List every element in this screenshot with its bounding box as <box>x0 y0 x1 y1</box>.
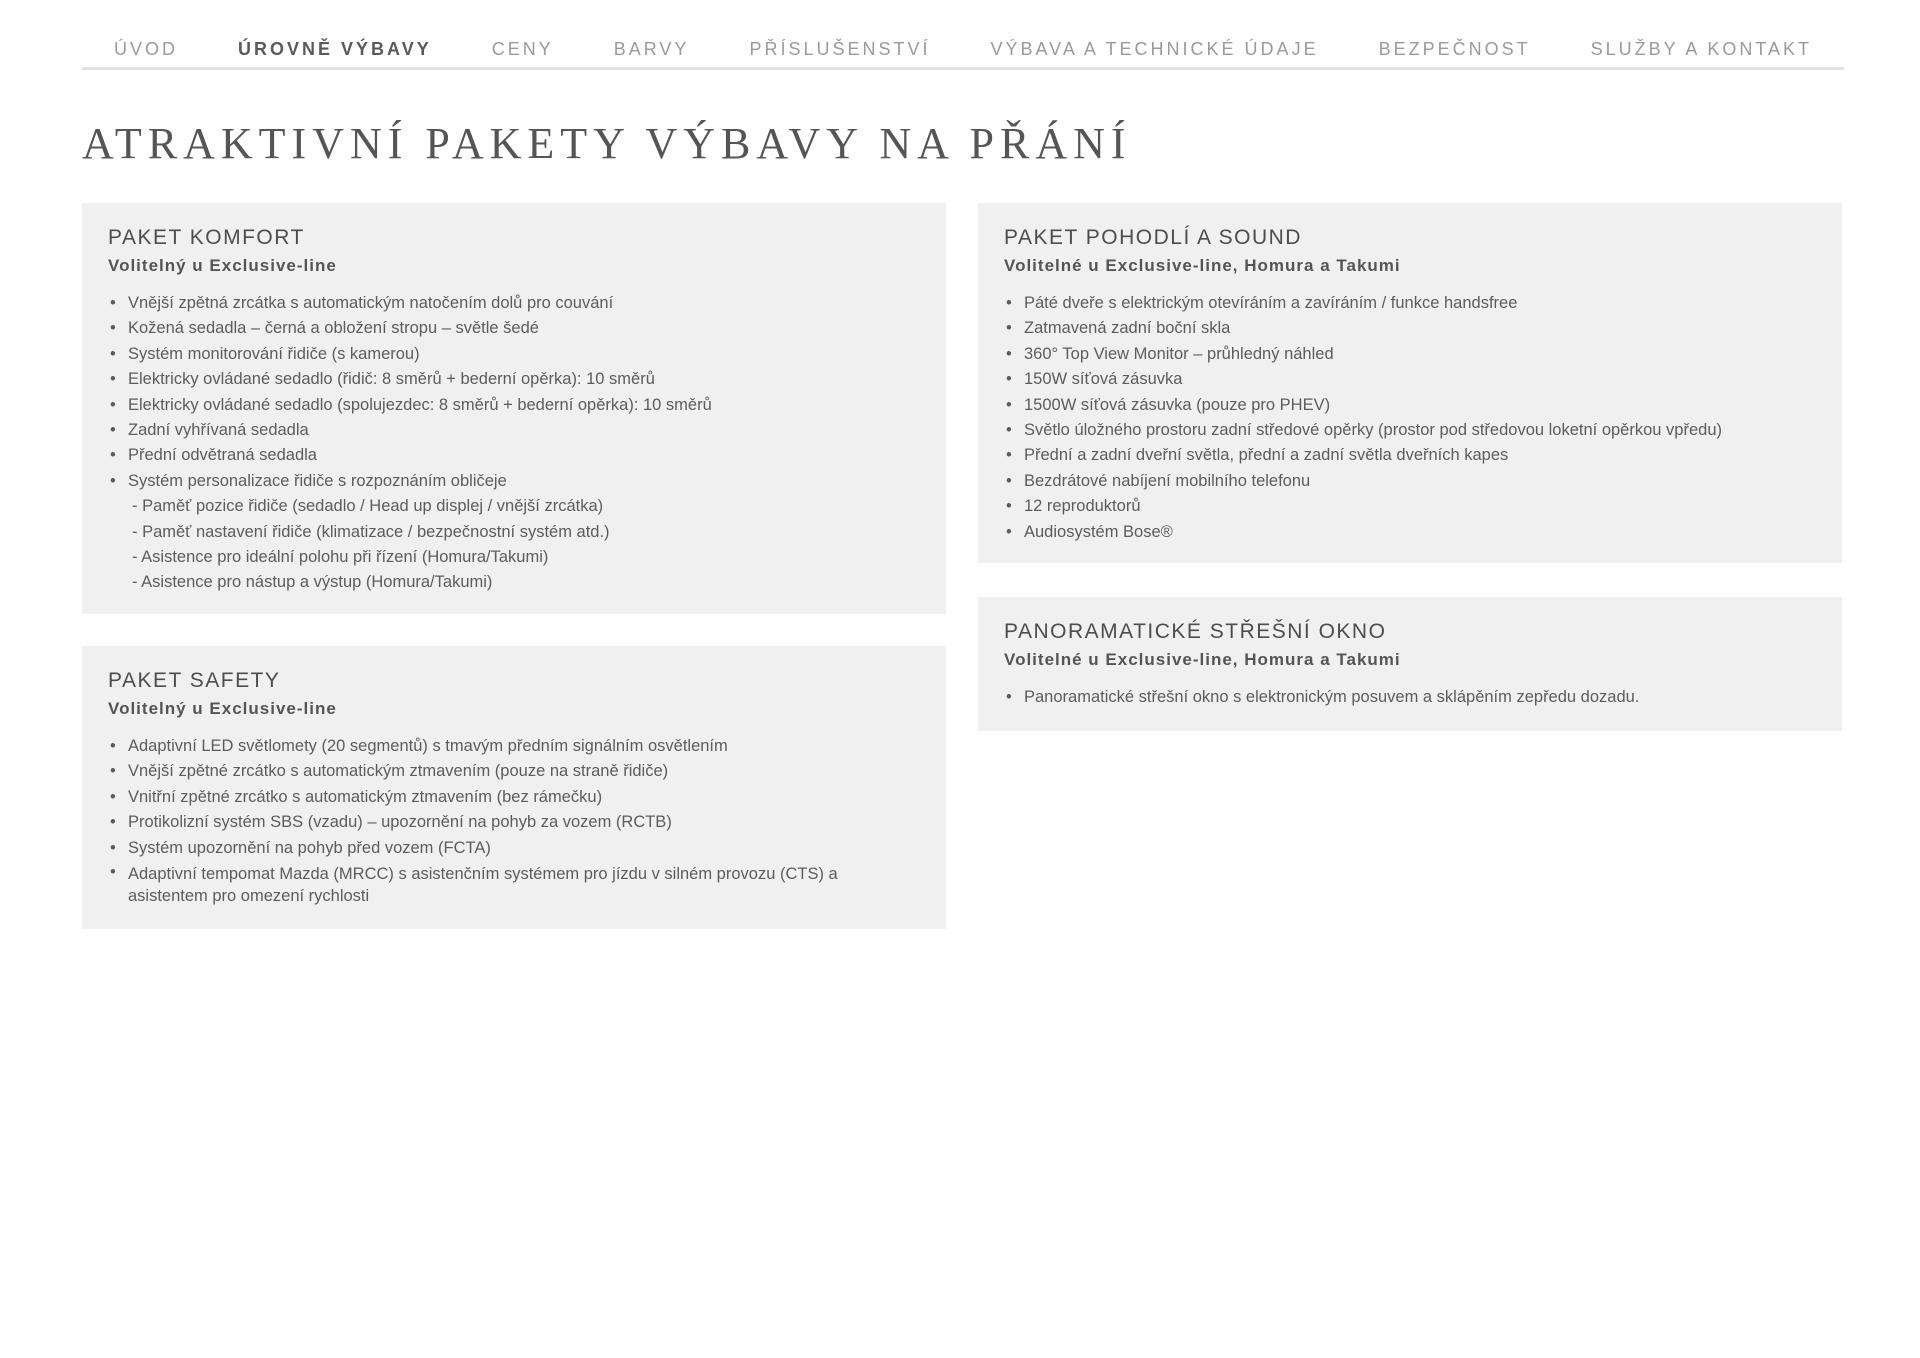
nav-item-urovne-vybavy[interactable]: ÚROVNĚ VÝBAVY <box>238 38 432 59</box>
bullet-icon: • <box>110 787 116 806</box>
feature-text: Bezdrátové nabíjení mobilního telefonu <box>1024 471 1311 490</box>
feature-text: Přední a zadní dveřní světla, přední a zadní světla dveřních kapes <box>1024 446 1509 465</box>
nav-item-bezpecnost[interactable]: BEZPEČNOST <box>1378 38 1531 59</box>
list-item <box>1004 367 1816 392</box>
feature-text: 150W síťová zásuvka <box>1024 370 1183 389</box>
list-item <box>108 734 920 759</box>
list-item <box>108 469 920 494</box>
list-item <box>1004 494 1816 519</box>
bullet-icon: • <box>110 737 116 755</box>
bullet-icon: • <box>1006 370 1012 389</box>
bullet-icon: • <box>1006 294 1012 312</box>
list-item <box>1004 291 1816 316</box>
bullet-icon: • <box>1006 395 1012 414</box>
bullet-icon: • <box>110 446 116 465</box>
feature-text: Systém upozornění na pohyb před vozem (FCTA) <box>128 838 491 857</box>
feature-text: Zatmavená zadní boční skla <box>1024 319 1231 338</box>
nav-item-prislusenstvi[interactable]: PŘÍSLUŠENSTVÍ <box>749 38 931 59</box>
package-title: PAKET SAFETY <box>108 669 281 692</box>
bullet-icon: • <box>110 370 116 389</box>
list-item <box>108 316 920 341</box>
feature-text: Systém monitorování řidiče (s kamerou) <box>128 344 420 363</box>
bullet-icon: • <box>110 421 116 440</box>
list-item <box>108 861 920 907</box>
sub-list-item <box>108 494 920 519</box>
nav-item-barvy[interactable]: BARVY <box>613 38 690 59</box>
bullet-icon: • <box>1006 344 1012 363</box>
bullet-icon: • <box>110 344 116 363</box>
feature-text: Vnější zpětná zrcátka s automatickým natočením dolů pro couvání <box>128 294 614 312</box>
list-item <box>108 342 920 367</box>
package-title: PAKET POHODLÍ A SOUND <box>1004 226 1302 249</box>
feature-text: 12 reproduktorů <box>1024 497 1141 516</box>
feature-text: - Asistence pro nástup a výstup (Homura/Takumi) <box>132 573 493 592</box>
feature-text: - Paměť nastavení řidiče (klimatizace / bezpečnostní systém atd.) <box>132 522 610 541</box>
list-item <box>108 443 920 468</box>
bullet-icon: • <box>1006 471 1012 490</box>
feature-text: Kožená sedadla – černá a obložení stropu – světle šedé <box>128 319 539 338</box>
top-navigation <box>82 30 1844 70</box>
bullet-icon: • <box>110 395 116 414</box>
nav-item-sluzby-a-kontakt[interactable]: SLUŽBY A KONTAKT <box>1590 38 1812 59</box>
package-title: PAKET KOMFORT <box>108 226 305 249</box>
list-item <box>108 291 920 316</box>
nav-item-uvod[interactable]: ÚVOD <box>114 38 179 59</box>
feature-text: - Asistence pro ideální polohu při řízení (Homura/Takumi) <box>132 548 549 567</box>
list-item <box>1004 342 1816 367</box>
package-subtitle: Volitelný u Exclusive-line <box>108 699 337 718</box>
feature-text: Elektricky ovládané sedadlo (spolujezdec: 8 směrů + bederní opěrka): 10 směrů <box>128 395 712 414</box>
feature-list <box>108 734 920 907</box>
bullet-icon: • <box>110 838 116 857</box>
package-subtitle: Volitelné u Exclusive-line, Homura a Takumi <box>1004 256 1401 275</box>
nav-item-ceny[interactable]: CENY <box>491 38 554 59</box>
nav-item-vybava-a-technicke-udaje[interactable]: VÝBAVA A TECHNICKÉ ÚDAJE <box>990 38 1319 59</box>
list-item <box>1004 685 1816 710</box>
list-item <box>108 836 920 861</box>
feature-text: Elektricky ovládané sedadlo (řidič: 8 směrů + bederní opěrka): 10 směrů <box>128 370 655 389</box>
bullet-icon: • <box>1006 319 1012 338</box>
list-item <box>1004 393 1816 418</box>
sub-list-item <box>108 570 920 595</box>
list-item <box>1004 443 1816 468</box>
list-item <box>108 393 920 418</box>
feature-text: Páté dveře s elektrickým otevíráním a zavíráním / funkce handsfree <box>1024 294 1518 312</box>
package-title: PANORAMATICKÉ STŘEŠNÍ OKNO <box>1004 620 1387 643</box>
feature-list <box>1004 291 1816 545</box>
bullet-icon: • <box>110 319 116 338</box>
list-item <box>108 810 920 835</box>
feature-text: 1500W síťová zásuvka (pouze pro PHEV) <box>1024 395 1331 414</box>
list-item <box>1004 316 1816 341</box>
feature-text: Protikolizní systém SBS (vzadu) – upozornění na pohyb za vozem (RCTB) <box>128 813 672 832</box>
bullet-icon: • <box>1006 688 1012 706</box>
bullet-icon: • <box>110 863 116 882</box>
package-panoramic-roof-panel <box>978 597 1842 731</box>
feature-list <box>1004 685 1816 710</box>
feature-text: Vnitřní zpětné zrcátko s automatickým ztmavením (bez rámečku) <box>128 787 603 806</box>
feature-text: Audiosystém Bose® <box>1024 522 1173 541</box>
feature-text: Zadní vyhřívaná sedadla <box>128 421 309 440</box>
page-title: ATRAKTIVNÍ PAKETY VÝBAVY NA PŘÁNÍ <box>82 119 1132 168</box>
sub-list-item <box>108 520 920 545</box>
bullet-icon: • <box>110 294 116 312</box>
feature-text: Systém personalizace řidiče s rozpoznáním obličeje <box>128 471 507 490</box>
bullet-icon: • <box>1006 446 1012 465</box>
feature-text: Světlo úložného prostoru zadní středové opěrky (prostor pod středovou loketní opěrkou vpředu) <box>1024 421 1722 440</box>
feature-text: Adaptivní LED světlomety (20 segmentů) s tmavým předním signálním osvětlením <box>128 737 728 755</box>
list-item <box>108 785 920 810</box>
package-komfort-panel <box>82 203 946 614</box>
list-item <box>1004 418 1816 443</box>
package-safety-panel <box>82 646 946 929</box>
package-subtitle: Volitelný u Exclusive-line <box>108 256 337 275</box>
feature-text: Přední odvětraná sedadla <box>128 446 317 465</box>
bullet-icon: • <box>1006 497 1012 516</box>
feature-list <box>108 291 920 596</box>
list-item <box>1004 520 1816 545</box>
bullet-icon: • <box>110 471 116 490</box>
bullet-icon: • <box>110 762 116 781</box>
feature-text: Vnější zpětné zrcátko s automatickým ztmavením (pouze na straně řidiče) <box>128 762 669 781</box>
list-item <box>108 418 920 443</box>
sub-list-item <box>108 545 920 570</box>
feature-text: Adaptivní tempomat Mazda (MRCC) s asistenčním systémem pro jízdu v silném provozu (CTS) a asistentem pro omezení rychlosti <box>128 865 838 906</box>
list-item <box>108 367 920 392</box>
bullet-icon: • <box>110 813 116 832</box>
bullet-icon: • <box>1006 421 1012 440</box>
list-item <box>1004 469 1816 494</box>
feature-text: Panoramatické střešní okno s elektronickým posuvem a sklápěním zepředu dozadu. <box>1024 688 1640 706</box>
feature-text: 360° Top View Monitor – průhledný náhled <box>1024 344 1334 363</box>
feature-text: - Paměť pozice řidiče (sedadlo / Head up displej / vnější zrcátka) <box>132 497 604 516</box>
package-subtitle: Volitelné u Exclusive-line, Homura a Takumi <box>1004 650 1401 669</box>
package-pohodli-sound-panel <box>978 203 1842 563</box>
list-item <box>108 759 920 784</box>
bullet-icon: • <box>1006 522 1012 541</box>
